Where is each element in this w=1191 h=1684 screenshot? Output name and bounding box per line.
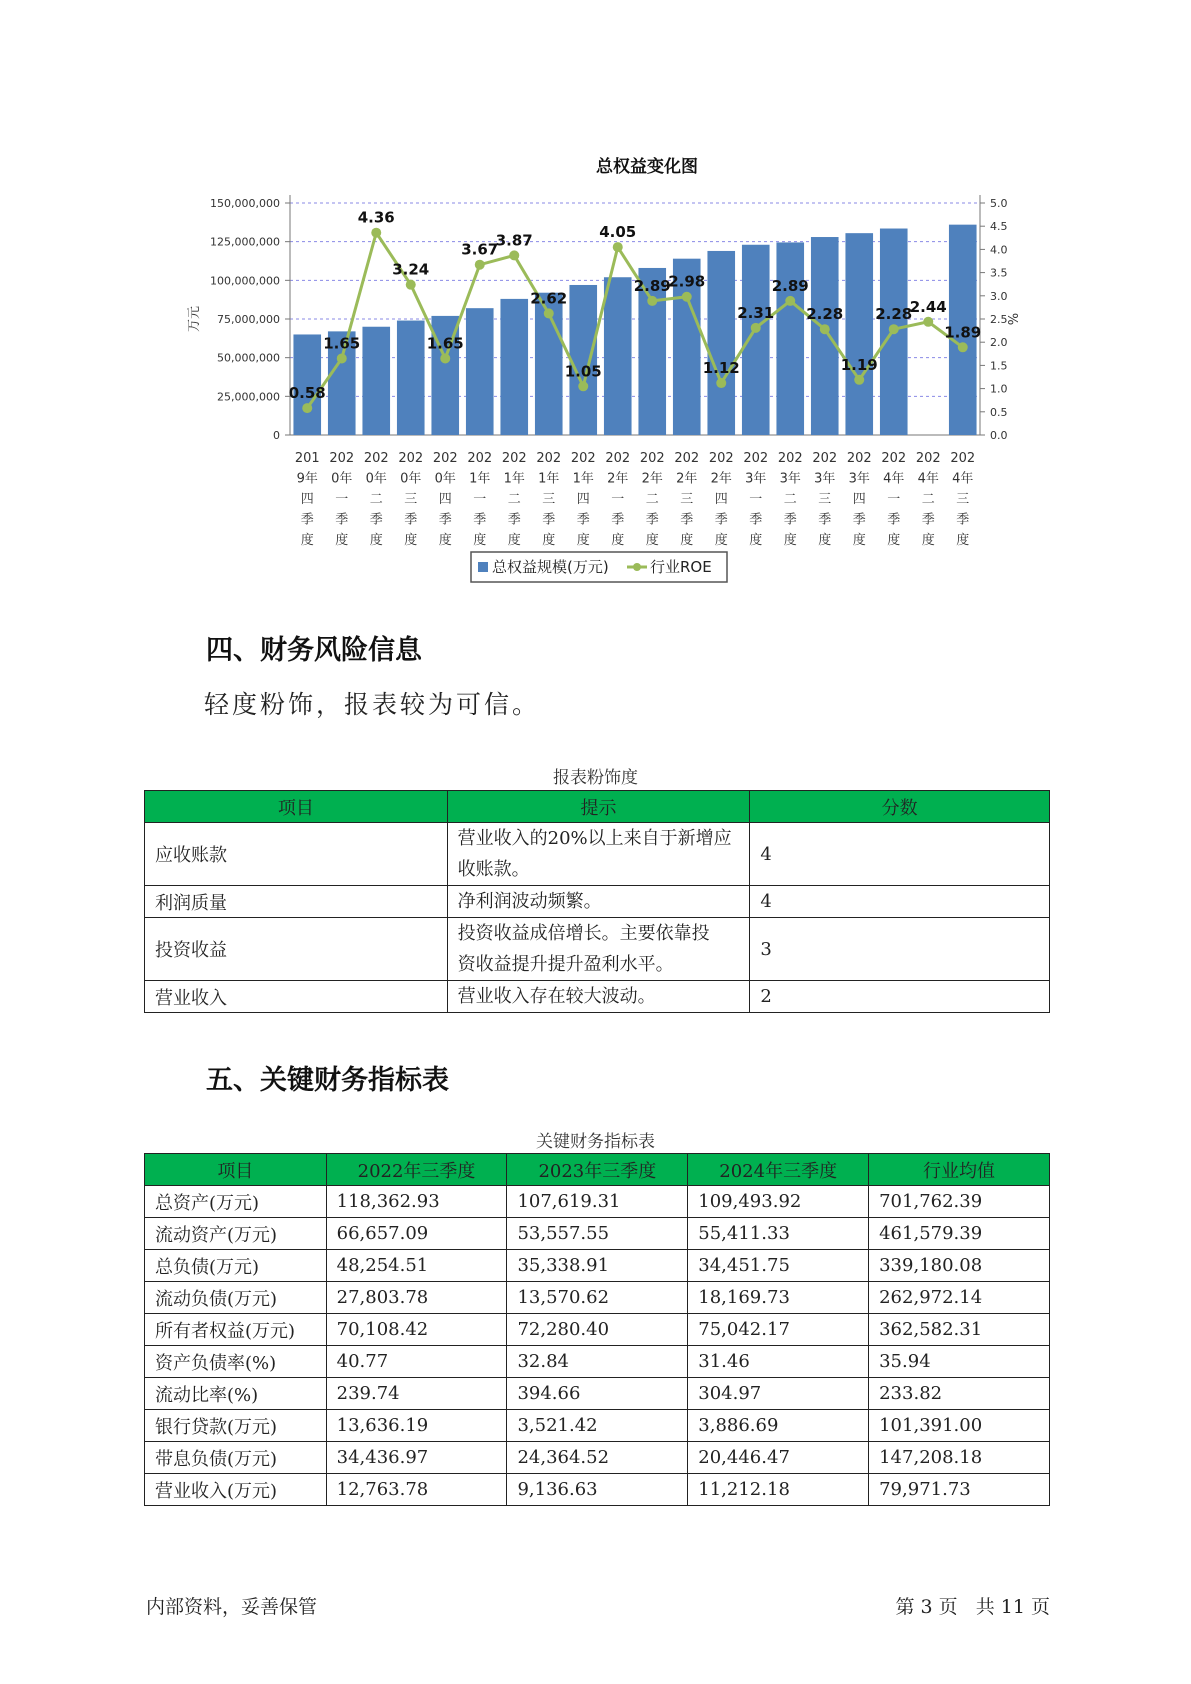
indicator-value: 304.97 [688, 1378, 869, 1410]
legend-bar-swatch [478, 562, 488, 572]
roe-point [371, 228, 381, 238]
roe-data-label: 1.19 [840, 355, 878, 374]
roe-point [302, 403, 312, 413]
equity-bar [811, 237, 839, 435]
indicator-value: 339,180.08 [869, 1250, 1050, 1282]
x-tick-label: 202 3年一季度 [743, 451, 769, 548]
indicator-value: 362,582.31 [869, 1314, 1050, 1346]
equity-bar [569, 285, 597, 435]
indicator-name: 流动负债(万元) [145, 1282, 327, 1314]
roe-point [544, 308, 554, 318]
risk-score: 4 [750, 886, 1050, 918]
roe-point [440, 353, 450, 363]
table-row [145, 1218, 1050, 1250]
x-tick-label: 202 0年三季度 [398, 451, 424, 548]
y2-axis-title: % [1004, 312, 1019, 326]
indicator-value: 3,521.42 [507, 1410, 688, 1442]
table-row [145, 918, 1050, 981]
header-cell: 2023年三季度 [507, 1154, 688, 1186]
roe-data-label: 0.58 [288, 384, 326, 403]
x-tick-label: 202 2年一季度 [605, 451, 631, 548]
y2-tick-label: 1.0 [990, 382, 1008, 396]
table-row [145, 1314, 1050, 1346]
indicator-value: 20,446.47 [688, 1442, 869, 1474]
roe-data-label: 3.87 [495, 231, 533, 250]
x-tick-label: 202 4年一季度 [881, 451, 907, 548]
y2-tick-label: 2.5 [990, 313, 1008, 326]
risk-item: 利润质量 [145, 886, 448, 918]
indicator-value: 101,391.00 [869, 1410, 1050, 1442]
equity-bar [362, 327, 390, 435]
footer-page-number: 第 3 页 共 11 页 [895, 1596, 1050, 1618]
risk-table-caption: 报表粉饰度 [553, 768, 638, 788]
roe-point [647, 296, 657, 306]
roe-data-label: 3.24 [392, 260, 430, 279]
y2-tick-label: 0.5 [990, 405, 1008, 419]
risk-hint [447, 918, 750, 981]
indicator-value: 79,971.73 [869, 1474, 1050, 1506]
indicator-value: 48,254.51 [326, 1250, 507, 1282]
roe-data-label: 2.44 [909, 297, 947, 316]
indicator-value: 31.46 [688, 1346, 869, 1378]
table-row [145, 823, 1050, 886]
header-cell: 提示 [447, 791, 750, 823]
indicator-value: 233.82 [869, 1378, 1050, 1410]
table-row [145, 1442, 1050, 1474]
roe-point [475, 260, 485, 270]
key-indicator-table [144, 1153, 1050, 1506]
roe-point [406, 280, 416, 290]
roe-point [958, 342, 968, 352]
roe-data-label: 1.89 [944, 323, 982, 342]
x-tick-label: 202 1年一季度 [467, 451, 493, 548]
x-tick-label: 202 0年二季度 [363, 451, 389, 548]
roe-data-label: 2.28 [806, 305, 844, 324]
roe-point [578, 381, 588, 391]
header-cell: 项目 [145, 1154, 327, 1186]
y-axis-title: 万元 [187, 305, 202, 333]
risk-score: 2 [750, 981, 1050, 1013]
indicator-value: 35.94 [869, 1346, 1050, 1378]
equity-bar [500, 299, 528, 435]
indicator-name: 所有者权益(万元) [145, 1314, 327, 1346]
table-header-row [145, 791, 1050, 823]
indicator-value: 12,763.78 [326, 1474, 507, 1506]
y2-tick-label: 2.0 [990, 336, 1008, 350]
y-tick-label: 150,000,000 [210, 197, 280, 210]
indicator-value: 118,362.93 [326, 1186, 507, 1218]
indicator-value: 53,557.55 [507, 1218, 688, 1250]
roe-data-label: 2.31 [737, 303, 775, 322]
equity-bar [845, 233, 873, 435]
roe-data-label: 1.12 [702, 359, 740, 378]
y2-tick-label: 3.0 [990, 289, 1008, 303]
x-tick-label: 202 1年三季度 [536, 451, 562, 548]
indicator-value: 107,619.31 [507, 1186, 688, 1218]
roe-point [613, 242, 623, 252]
risk-hint [447, 823, 750, 886]
equity-bar [466, 308, 494, 435]
indicator-value: 40.77 [326, 1346, 507, 1378]
roe-point [854, 375, 864, 385]
y2-tick-label: 0.0 [990, 429, 1008, 442]
risk-score: 4 [750, 823, 1050, 886]
x-tick-label: 202 2年四季度 [708, 451, 734, 548]
indicator-value: 32.84 [507, 1346, 688, 1378]
equity-bar [604, 277, 632, 435]
roe-data-label: 2.89 [633, 276, 671, 295]
y-tick-label: 50,000,000 [217, 351, 280, 365]
roe-data-label: 4.36 [357, 208, 395, 227]
risk-summary-text: 轻度粉饰，报表较为可信。 [204, 690, 541, 719]
section5-heading: 五、关键财务指标表 [206, 1065, 449, 1096]
header-cell: 2022年三季度 [326, 1154, 507, 1186]
indicator-name: 总资产(万元) [145, 1186, 327, 1218]
x-tick-label: 202 1年二季度 [501, 451, 527, 548]
table-row [145, 1474, 1050, 1506]
legend-line-label: 行业ROE [650, 558, 712, 576]
x-tick-label: 202 4年三季度 [950, 451, 976, 548]
risk-item: 营业收入 [145, 981, 448, 1013]
roe-data-label: 4.05 [599, 223, 637, 242]
section4-heading: 四、财务风险信息 [206, 635, 422, 666]
equity-bar [397, 321, 425, 435]
indicator-value: 24,364.52 [507, 1442, 688, 1474]
indicator-value: 18,169.73 [688, 1282, 869, 1314]
indicator-value: 109,493.92 [688, 1186, 869, 1218]
indicator-value: 27,803.78 [326, 1282, 507, 1314]
x-tick-label: 202 2年二季度 [639, 451, 665, 548]
indicator-value: 35,338.91 [507, 1250, 688, 1282]
y2-tick-label: 4.5 [990, 220, 1008, 234]
roe-data-label: 2.62 [530, 289, 568, 308]
risk-score: 3 [750, 918, 1050, 981]
table-row [145, 981, 1050, 1013]
roe-data-label: 2.89 [771, 276, 809, 295]
roe-data-label: 2.98 [668, 272, 706, 291]
y2-tick-label: 5.0 [990, 197, 1008, 210]
roe-point [716, 378, 726, 388]
legend-line-marker [633, 563, 641, 571]
roe-point [923, 317, 933, 327]
x-tick-label: 202 3年四季度 [846, 451, 872, 548]
risk-hint: 净利润波动频繁。 [447, 886, 750, 918]
table-row [145, 1378, 1050, 1410]
risk-hint-line: 资收益提升提升盈利水平。 [457, 954, 674, 975]
y-tick-label: 100,000,000 [210, 274, 280, 288]
indicator-value: 70,108.42 [326, 1314, 507, 1346]
x-tick-label: 202 3年三季度 [812, 451, 838, 548]
roe-point [820, 324, 830, 334]
risk-item: 应收账款 [145, 823, 448, 886]
indicator-value: 262,972.14 [869, 1282, 1050, 1314]
header-cell: 行业均值 [869, 1154, 1050, 1186]
indicator-value: 461,579.39 [869, 1218, 1050, 1250]
x-tick-label: 202 4年二季度 [915, 451, 941, 548]
indicator-value: 147,208.18 [869, 1442, 1050, 1474]
table-row [145, 1346, 1050, 1378]
x-tick-label: 202 0年四季度 [432, 451, 458, 548]
roe-point [785, 296, 795, 306]
indicator-name: 总负债(万元) [145, 1250, 327, 1282]
roe-point [889, 324, 899, 334]
risk-item: 投资收益 [145, 918, 448, 981]
indicator-value: 72,280.40 [507, 1314, 688, 1346]
roe-point [509, 250, 519, 260]
indicator-value: 34,436.97 [326, 1442, 507, 1474]
header-cell: 项目 [145, 791, 448, 823]
indicator-value: 3,886.69 [688, 1410, 869, 1442]
risk-table [144, 790, 1050, 1013]
key-table-caption: 关键财务指标表 [536, 1132, 655, 1152]
header-cell: 分数 [750, 791, 1050, 823]
x-tick-label: 202 0年一季度 [329, 451, 355, 548]
indicator-value: 55,411.33 [688, 1218, 869, 1250]
roe-data-label: 3.67 [461, 240, 499, 259]
table-row [145, 1186, 1050, 1218]
roe-data-label: 2.28 [875, 305, 913, 324]
chart-title: 总权益变化图 [596, 157, 698, 177]
y-tick-label: 125,000,000 [210, 235, 280, 249]
indicator-name: 营业收入(万元) [145, 1474, 327, 1506]
y2-tick-label: 4.0 [990, 243, 1008, 257]
indicator-name: 流动比率(%) [145, 1378, 327, 1410]
roe-data-label: 1.65 [426, 334, 464, 353]
roe-point [682, 292, 692, 302]
indicator-name: 银行贷款(万元) [145, 1410, 327, 1442]
indicator-value: 239.74 [326, 1378, 507, 1410]
indicator-name: 带息负债(万元) [145, 1442, 327, 1474]
risk-hint-line: 营业收入的20%以上来自于新增应 [457, 828, 732, 849]
table-row [145, 1250, 1050, 1282]
roe-point [751, 323, 761, 333]
legend-bar-label: 总权益规模(万元) [492, 558, 609, 576]
y-tick-label: 75,000,000 [217, 313, 280, 326]
x-tick-label: 202 3年二季度 [777, 451, 803, 548]
y-tick-label: 0 [273, 429, 280, 442]
footer-confidential: 内部资料，妥善保管 [146, 1596, 318, 1618]
equity-change-chart [0, 130, 1191, 600]
indicator-value: 13,636.19 [326, 1410, 507, 1442]
indicator-name: 流动资产(万元) [145, 1218, 327, 1250]
indicator-value: 66,657.09 [326, 1218, 507, 1250]
y2-tick-label: 3.5 [990, 266, 1008, 280]
equity-bar [707, 251, 735, 435]
indicator-name: 资产负债率(%) [145, 1346, 327, 1378]
equity-bar [776, 242, 804, 435]
risk-hint: 营业收入存在较大波动。 [447, 981, 750, 1013]
x-tick-label: 202 1年四季度 [570, 451, 596, 548]
table-header-row [145, 1154, 1050, 1186]
risk-hint-line: 收账款。 [457, 859, 530, 880]
risk-hint-line: 投资收益成倍增长。主要依靠投 [457, 923, 710, 944]
table-row [145, 1282, 1050, 1314]
equity-bar [742, 245, 770, 435]
header-cell: 2024年三季度 [688, 1154, 869, 1186]
indicator-value: 394.66 [507, 1378, 688, 1410]
table-row [145, 886, 1050, 918]
y-tick-label: 25,000,000 [217, 390, 280, 404]
indicator-value: 9,136.63 [507, 1474, 688, 1506]
x-tick-label: 201 9年四季度 [294, 451, 320, 548]
indicator-value: 701,762.39 [869, 1186, 1050, 1218]
table-row [145, 1410, 1050, 1442]
roe-point [337, 353, 347, 363]
indicator-value: 13,570.62 [507, 1282, 688, 1314]
indicator-value: 34,451.75 [688, 1250, 869, 1282]
roe-data-label: 1.05 [564, 362, 602, 381]
indicator-value: 75,042.17 [688, 1314, 869, 1346]
roe-data-label: 1.65 [323, 334, 361, 353]
y2-tick-label: 1.5 [990, 359, 1008, 373]
x-tick-label: 202 2年三季度 [674, 451, 700, 548]
indicator-value: 11,212.18 [688, 1474, 869, 1506]
